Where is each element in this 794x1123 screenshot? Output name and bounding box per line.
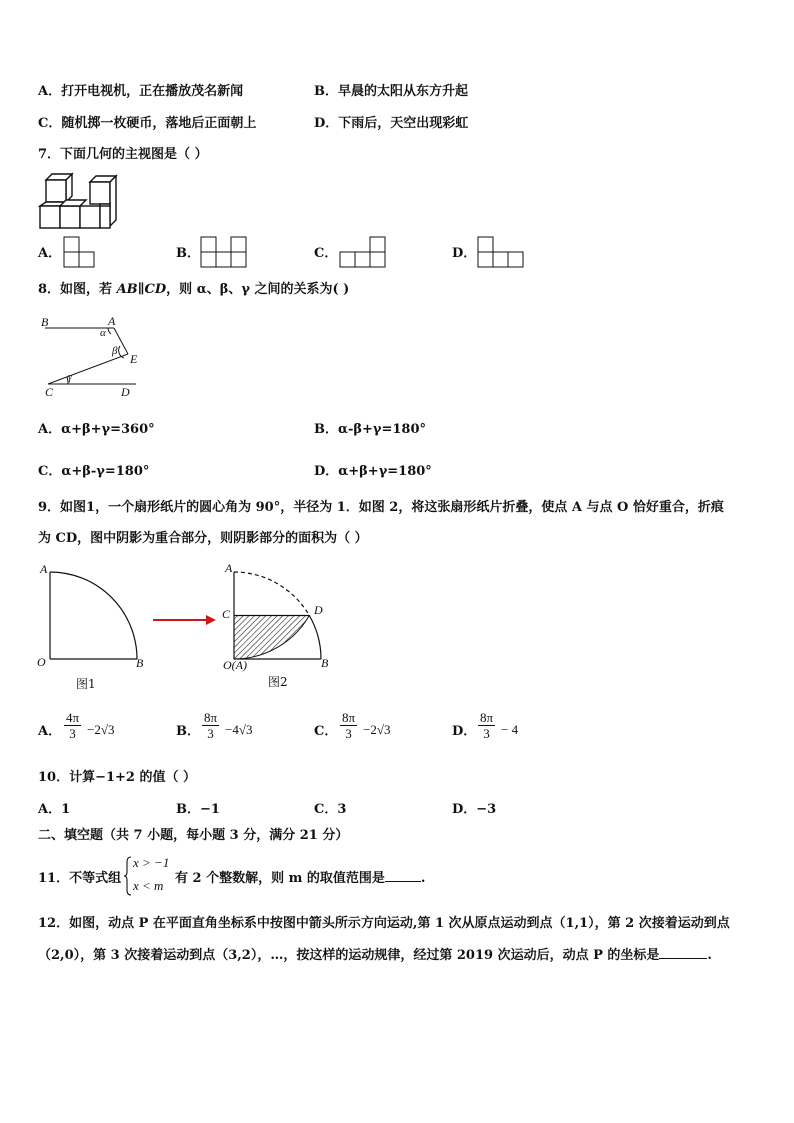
q8-label-b: B bbox=[41, 315, 49, 329]
q11-stem-text: 有 2 个整数解，则 m 的取值范围是 bbox=[175, 871, 385, 886]
q8-stem-ab: AB bbox=[116, 282, 138, 297]
q9-stem-line1: 9．如图1，一个扇形纸片的圆心角为 90°，半径为 1．如图 2，将这张扇形纸片折叠，使点 A 与点 O 恰好重合，折痕 bbox=[38, 500, 724, 515]
q9-fig2-caption: 图2 bbox=[268, 675, 288, 689]
q9-fig1-label-o: O bbox=[37, 655, 46, 669]
q7-option-c-label: C． bbox=[314, 246, 338, 261]
q11-stem-post bbox=[175, 871, 425, 887]
q8-label-alpha: α bbox=[100, 327, 106, 339]
q11-brace bbox=[124, 856, 132, 896]
q9-option-c-numerator: 8π bbox=[342, 710, 356, 725]
q8-stem-pre: 8．如图，若 bbox=[38, 282, 117, 297]
q11-answer-blank[interactable] bbox=[385, 881, 421, 882]
q9-option-b-fraction bbox=[202, 710, 219, 741]
q8-label-c: C bbox=[45, 385, 54, 399]
q6-option-b: B．早晨的太阳从东方升起 bbox=[314, 84, 468, 99]
q9-option-a-rest: −2√3 bbox=[87, 722, 115, 737]
q9-option-d-label: D． bbox=[452, 724, 477, 739]
q8-label-e: E bbox=[130, 352, 138, 366]
q8-option-d: D．α+β+γ=180° bbox=[314, 464, 432, 479]
q7-option-b-view bbox=[200, 236, 248, 268]
q9-fig2-label-oa: O(A) bbox=[223, 658, 247, 672]
q7-cube-figure bbox=[38, 172, 118, 230]
q9-option-c-denominator: 3 bbox=[345, 726, 352, 741]
q12-stem-line2 bbox=[38, 948, 712, 964]
q8-label-beta: β bbox=[112, 345, 118, 357]
q9-option-c-fraction bbox=[340, 710, 357, 741]
q10-option-c: C．3 bbox=[314, 802, 347, 817]
q9-option-c-label: C． bbox=[314, 724, 338, 739]
q7-stem: 7．下面几何的主视图是（ ） bbox=[38, 147, 208, 162]
q7-option-b-label: B． bbox=[176, 246, 200, 261]
q9-option-a-label: A． bbox=[38, 724, 62, 739]
q7-option-a-label: A． bbox=[38, 246, 62, 261]
q9-figure-1 bbox=[48, 570, 144, 662]
q9-option-b-numerator: 8π bbox=[204, 710, 218, 725]
q8-option-b: B．α-β+γ=180° bbox=[314, 422, 427, 437]
q12-stem-text: （2,0），第 3 次接着运动到点（3,2），…，按这样的运动规律，经过第 2019 次运动后，动点 P 的坐标是 bbox=[38, 948, 660, 963]
q9-option-d-fraction bbox=[478, 710, 495, 741]
q6-option-d: D．下雨后，天空出现彩虹 bbox=[314, 116, 469, 131]
q8-stem-parallel: ∥ bbox=[137, 282, 145, 297]
q8-stem-post: ，则 α、β、γ 之间的关系为( ) bbox=[166, 282, 350, 297]
q9-option-d-numerator: 8π bbox=[480, 710, 494, 725]
q11-inequality-2: x < m bbox=[133, 878, 164, 893]
q9-option-d-denominator: 3 bbox=[483, 726, 490, 741]
q7-option-c-view bbox=[339, 236, 387, 268]
q8-option-c: C．α+β-γ=180° bbox=[38, 464, 150, 479]
q9-stem-line2: 为 CD，图中阴影为重合部分，则阴影部分的面积为（ ） bbox=[38, 531, 368, 546]
q10-option-a: A．1 bbox=[38, 802, 71, 817]
q9-fig2-label-a: A bbox=[225, 561, 233, 575]
q12-stem-line1: 12．如图，动点 P 在平面直角坐标系中按图中箭头所示方向运动,第 1 次从原点运动到点（1,1），第 2 次接着运动到点 bbox=[38, 916, 730, 931]
section-heading: 二、填空题（共 7 小题，每小题 3 分，满分 21 分） bbox=[38, 828, 349, 843]
q10-stem: 10．计算−1+2 的值（ ） bbox=[38, 770, 197, 785]
q9-option-d-rest: − 4 bbox=[501, 722, 519, 737]
q7-option-d-view bbox=[477, 236, 525, 268]
q9-option-a-denominator: 3 bbox=[69, 726, 76, 741]
q9-option-c-rest: −2√3 bbox=[363, 722, 391, 737]
q9-option-b-label: B． bbox=[176, 724, 200, 739]
q8-label-a: A bbox=[108, 314, 116, 328]
q9-fig1-label-b: B bbox=[136, 656, 144, 670]
q12-stem-end: . bbox=[707, 948, 712, 963]
q6-option-c: C．随机掷一枚硬币，落地后正面朝上 bbox=[38, 116, 257, 131]
q6-option-a: A．打开电视机，正在播放茂名新闻 bbox=[38, 84, 244, 99]
q10-option-b: B．−1 bbox=[176, 802, 220, 817]
q9-option-a-fraction bbox=[64, 710, 81, 741]
q11-stem-end: . bbox=[420, 871, 426, 886]
q11-inequality-1: x > −1 bbox=[133, 855, 170, 870]
q8-option-a: A．α+β+γ=360° bbox=[38, 422, 155, 437]
q12-answer-blank[interactable] bbox=[659, 958, 707, 959]
q8-label-d: D bbox=[121, 385, 130, 399]
q10-option-d: D．−3 bbox=[452, 802, 497, 817]
q8-stem bbox=[38, 282, 349, 298]
q9-fig2-label-c: C bbox=[222, 607, 231, 621]
q7-option-a-view bbox=[63, 236, 95, 268]
q9-fig2-label-b: B bbox=[321, 656, 329, 670]
q9-option-b-rest: −4√3 bbox=[225, 722, 253, 737]
q7-option-d-label: D． bbox=[452, 246, 477, 261]
q8-label-gamma: γ bbox=[68, 372, 72, 383]
q9-fig1-label-a: A bbox=[40, 562, 48, 576]
q8-stem-cd: CD bbox=[144, 282, 167, 297]
q11-stem-pre: 11．不等式组 bbox=[38, 871, 122, 886]
q9-option-a-numerator: 4π bbox=[66, 710, 80, 725]
q9-fig2-label-d: D bbox=[314, 603, 323, 617]
arrow-right-icon bbox=[152, 614, 218, 626]
q9-fig1-caption: 图1 bbox=[76, 677, 96, 691]
q9-option-b-denominator: 3 bbox=[207, 726, 214, 741]
